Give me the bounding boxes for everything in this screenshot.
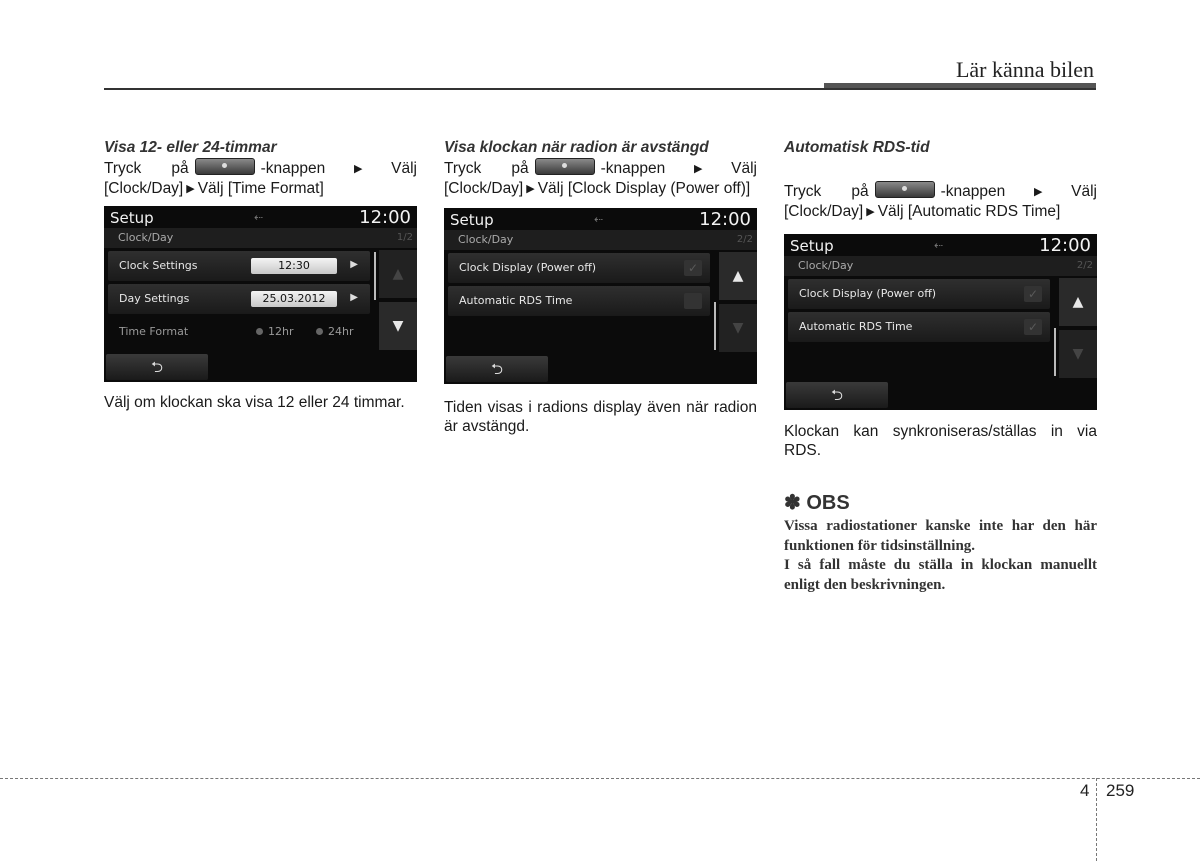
note-text-2: I så fall måste du ställa in klockan manuellt enligt den beskrivningen.: [784, 557, 1097, 593]
checkbox-empty-icon[interactable]: [684, 293, 702, 309]
instr-path-1: Välj [Clock/Day]: [444, 160, 757, 197]
chapter-title: Lär känna bilen: [955, 57, 1094, 82]
triangle-right-icon: ▶: [526, 183, 535, 195]
caption: Välj om klockan ska visa 12 eller 24 timmar.: [104, 394, 405, 411]
screen-subheader-label: Clock/Day: [798, 259, 854, 272]
row-label: Clock Settings: [119, 259, 198, 272]
instructions: [784, 181, 1097, 222]
section-heading: Visa klockan när radion är avstängd: [444, 139, 709, 156]
scroll-indicator: [374, 252, 376, 300]
instr-pre: Tryck på: [784, 183, 869, 200]
instr-post: -knappen: [600, 160, 666, 177]
chapter-number: 4: [1080, 781, 1090, 800]
setup-screen: [784, 234, 1097, 410]
back-button[interactable]: [446, 356, 548, 382]
section-heading: Visa 12- eller 24-timmar: [104, 139, 277, 156]
clock-display-row[interactable]: [448, 253, 710, 283]
instr-path-1: Välj [Clock/Day]: [784, 183, 1097, 220]
checkbox-checked-icon[interactable]: ✓: [684, 260, 702, 276]
setup-screen: [104, 206, 417, 382]
note-text-1: Vissa radiostationer kanske inte har den här funktionen för tidsinställning.: [784, 518, 1097, 554]
scroll-down-button[interactable]: ▼: [379, 302, 417, 350]
instr-path-2: Välj [Automatic RDS Time]: [877, 203, 1061, 220]
instr-path-2: Välj [Time Format]: [197, 180, 324, 197]
screen-subheader: [444, 230, 757, 250]
checkbox-checked-icon[interactable]: ✓: [1024, 286, 1042, 302]
row-label: Day Settings: [119, 292, 190, 305]
scroll-up-button[interactable]: ▲: [719, 252, 757, 300]
setup-button-icon: [195, 158, 255, 175]
section-heading: Automatisk RDS-tid: [784, 139, 930, 156]
row-label: Automatic RDS Time: [459, 294, 573, 307]
time-format-row: [108, 317, 370, 347]
instructions: [444, 158, 757, 199]
screen-title: Setup: [110, 209, 154, 227]
screen-title: Setup: [450, 211, 494, 229]
screen-page-indicator: 1/2: [396, 232, 413, 243]
clock-settings-row[interactable]: [108, 251, 370, 281]
screen-page-indicator: 2/2: [736, 234, 753, 245]
screen-clock: 12:00: [699, 209, 751, 230]
row-label: Clock Display (Power off): [799, 287, 937, 300]
scroll-up-button[interactable]: ▲: [1059, 278, 1097, 326]
usb-icon: ⇠: [594, 213, 604, 226]
radio-label: 24hr: [328, 325, 354, 338]
radio-12hr[interactable]: [248, 323, 304, 341]
day-settings-row[interactable]: [108, 284, 370, 314]
scroll-down-button[interactable]: ▼: [1059, 330, 1097, 378]
row-label: Time Format: [119, 325, 189, 338]
section-clock-display: [444, 138, 757, 436]
instr-path-1: Välj [Clock/Day]: [104, 160, 417, 197]
triangle-right-icon: ▶: [186, 183, 195, 195]
footer-rule: [0, 778, 1200, 779]
radio-dot-icon: [316, 328, 323, 335]
clock-time-field[interactable]: 12:30: [251, 258, 337, 274]
automatic-rds-time-row[interactable]: [788, 312, 1050, 342]
screen-clock: 12:00: [359, 207, 411, 228]
scroll-down-button[interactable]: ▼: [719, 304, 757, 352]
back-button[interactable]: [786, 382, 888, 408]
radio-24hr[interactable]: [308, 323, 364, 341]
instr-post: -knappen: [260, 160, 326, 177]
triangle-right-icon: ▶: [668, 163, 729, 175]
scroll-indicator: [714, 302, 716, 350]
instr-post: -knappen: [940, 183, 1006, 200]
arrow-right-icon: ▶: [350, 292, 358, 303]
triangle-right-icon: ▶: [1008, 186, 1069, 198]
back-arrow-icon: ⮌: [830, 386, 843, 404]
section-automatic-rds-time: [784, 138, 1097, 595]
triangle-right-icon: ▶: [328, 163, 389, 175]
screen-clock: 12:00: [1039, 235, 1091, 256]
section-time-format: [104, 138, 417, 412]
instructions: [104, 158, 417, 199]
setup-screen: [444, 208, 757, 384]
page-number: 259: [1106, 781, 1135, 800]
screen-subheader-label: Clock/Day: [118, 231, 174, 244]
screen-subheader: [784, 256, 1097, 276]
footer-divider: [1096, 778, 1097, 861]
screen-subheader-label: Clock/Day: [458, 233, 514, 246]
note-title: ✽ OBS: [784, 492, 850, 514]
scroll-buttons: [719, 252, 757, 352]
back-arrow-icon: ⮌: [150, 358, 163, 376]
back-arrow-icon: ⮌: [490, 360, 503, 378]
usb-icon: ⇠: [254, 211, 264, 224]
scroll-buttons: [1059, 278, 1097, 378]
instr-pre: Tryck på: [104, 160, 189, 177]
screen-page-indicator: 2/2: [1076, 260, 1093, 271]
date-field[interactable]: 25.03.2012: [251, 291, 337, 307]
triangle-right-icon: ▶: [866, 206, 875, 218]
screen-subheader: [104, 228, 417, 248]
setup-button-icon: [535, 158, 595, 175]
radio-label: 12hr: [268, 325, 294, 338]
radio-dot-icon: [256, 328, 263, 335]
clock-display-row[interactable]: [788, 279, 1050, 309]
caption: Klockan kan synkroniseras/ställas in via RDS.: [784, 423, 1097, 459]
back-button[interactable]: [106, 354, 208, 380]
scroll-up-button[interactable]: ▲: [379, 250, 417, 298]
header-rule: [104, 88, 1096, 90]
row-label: Clock Display (Power off): [459, 261, 597, 274]
scroll-indicator: [1054, 328, 1056, 376]
screen-title: Setup: [790, 237, 834, 255]
checkbox-checked-icon[interactable]: ✓: [1024, 319, 1042, 335]
row-label: Automatic RDS Time: [799, 320, 913, 333]
caption: Tiden visas i radions display även när radion är avstängd.: [444, 399, 757, 435]
automatic-rds-time-row[interactable]: [448, 286, 710, 316]
scroll-buttons: [379, 250, 417, 350]
usb-icon: ⇠: [934, 239, 944, 252]
instr-pre: Tryck på: [444, 160, 529, 177]
instr-path-2: Välj [Clock Display (Power off)]: [537, 180, 751, 197]
setup-button-icon: [875, 181, 935, 198]
arrow-right-icon: ▶: [350, 259, 358, 270]
